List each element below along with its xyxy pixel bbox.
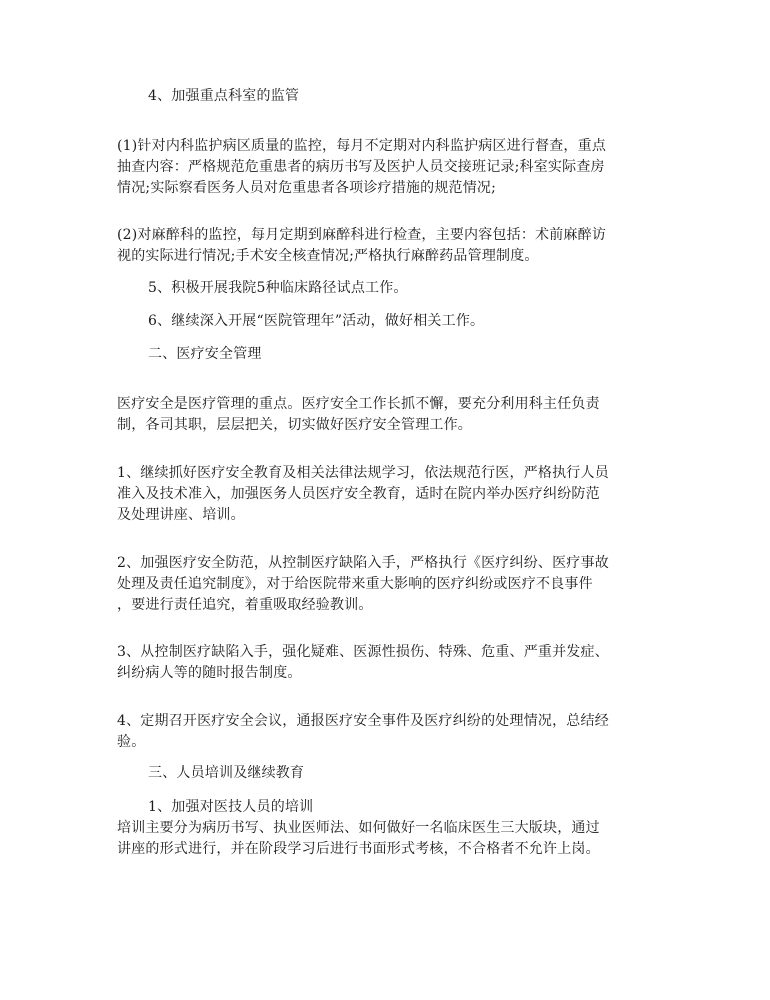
paragraph-line: (1)针对内科监护病区质量的监控，每月不定期对内科监护病区进行督查，重点 [117, 138, 607, 154]
list-item: 5、积极开展我院5种临床路径试点工作。 [148, 280, 408, 296]
paragraph-line: 情况;实际察看医务人员对危重患者各项诊疗措施的规范情况; [117, 180, 497, 196]
paragraph-line: 及处理讲座、培训。 [117, 507, 245, 523]
section-heading-medical-safety: 二、医疗安全管理 [148, 346, 262, 362]
paragraph-line: 讲座的形式进行，并在阶段学习后进行书面形式考核，不合格者不允许上岗。 [117, 841, 600, 857]
paragraph-line: 准入及技术准入，加强医务人员医疗安全教育，适时在院内举办医疗纠纷防范 [117, 486, 600, 502]
paragraph-line: (2)对麻醉科的监控，每月定期到麻醉科进行检查，主要内容包括：术前麻醉访 [117, 227, 607, 243]
heading-key-departments: 4、加强重点科室的监管 [148, 88, 300, 104]
list-item: 6、继续深入开展“医院管理年”活动，做好相关工作。 [148, 313, 485, 329]
paragraph-line: 纠纷病人等的随时报告制度。 [117, 665, 302, 681]
paragraph-line: 医疗安全是医疗管理的重点。医疗安全工作长抓不懈，要充分利用科主任负责 [117, 396, 600, 412]
list-item: 1、加强对医技人员的培训 [148, 799, 314, 815]
paragraph-line: ，要进行责任追究，着重吸取经验教训。 [117, 597, 373, 613]
paragraph-line: 抽查内容：严格规范危重患者的病历书写及医护人员交接班记录;科室实际查房 [117, 159, 605, 175]
section-heading-training: 三、人员培训及继续教育 [148, 765, 305, 781]
paragraph-line: 4、定期召开医疗安全会议，通报医疗安全事件及医疗纠纷的处理情况，总结经 [117, 713, 609, 729]
paragraph-line: 处理及责任追究制度》，对于给医院带来重大影响的医疗纠纷或医疗不良事件 [117, 576, 593, 592]
paragraph-line: 1、继续抓好医疗安全教育及相关法律法规学习，依法规范行医，严格执行人员 [117, 465, 609, 481]
paragraph-line: 制，各司其职，层层把关，切实做好医疗安全管理工作。 [117, 417, 472, 433]
paragraph-line: 培训主要分为病历书写、执业医师法、如何做好一名临床医生三大版块，通过 [117, 820, 600, 836]
paragraph-line: 2、加强医疗安全防范，从控制医疗缺陷入手，严格执行《医疗纠纷、医疗事故 [117, 555, 609, 571]
paragraph-line: 验。 [117, 734, 146, 750]
paragraph-line: 视的实际进行情况;手术安全核查情况;严格执行麻醉药品管理制度。 [117, 248, 539, 264]
paragraph-line: 3、从控制医疗缺陷入手，强化疑难、医源性损伤、特殊、危重、严重并发症、 [117, 644, 609, 660]
